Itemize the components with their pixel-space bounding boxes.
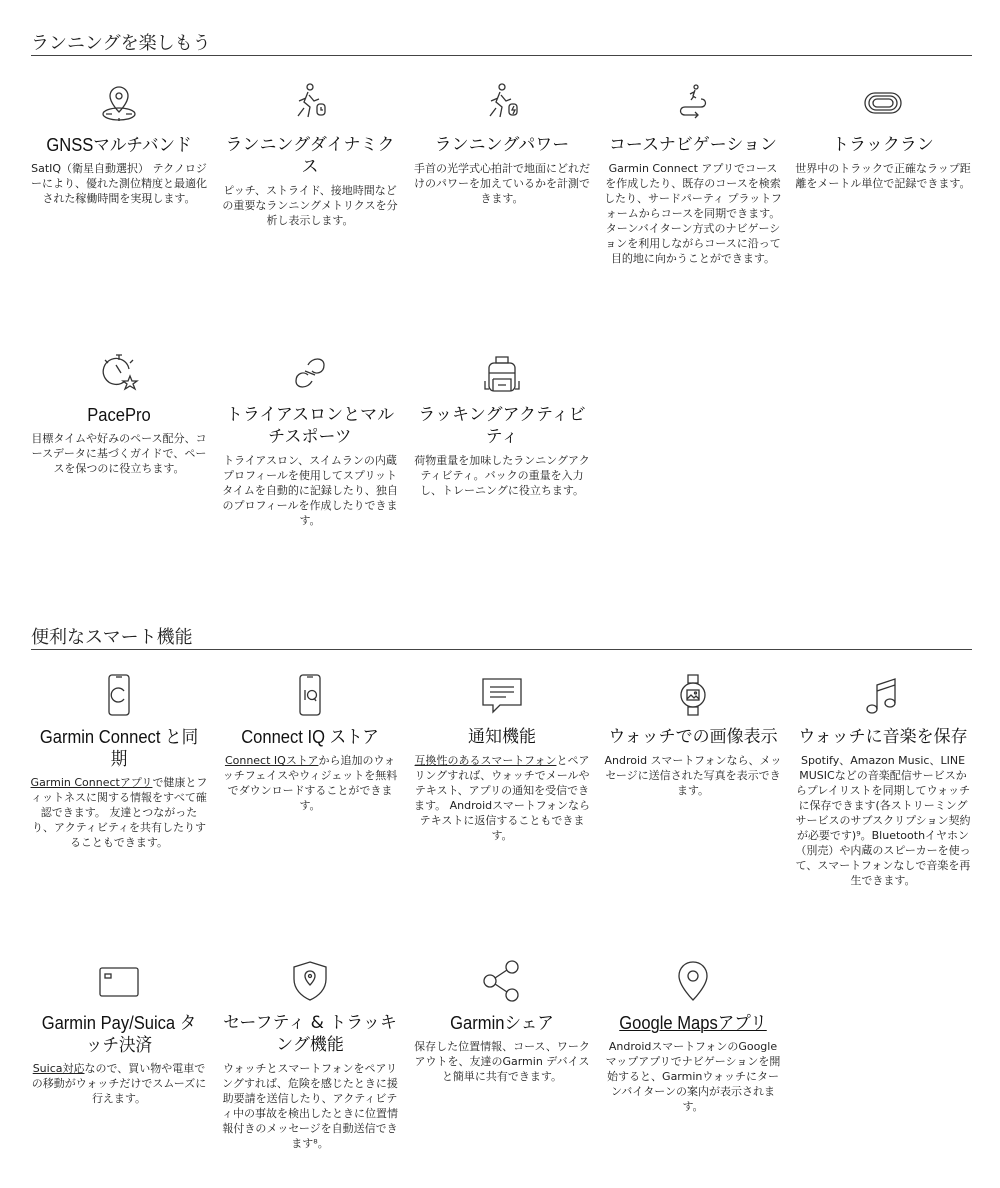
course-navigation-icon [604, 78, 782, 128]
feature-title: Garmin Connect と同期 [39, 727, 199, 769]
feature-desc: 荷物重量を加味したランニングアクティビティ。バックの重量を入力し、トレーニングに役立ちます。 [414, 454, 590, 497]
feature-desc [413, 753, 591, 843]
message-icon [413, 670, 591, 720]
feature-title: ラッキングアクティビティ [418, 405, 586, 447]
feature-desc: SatIQ（衛星自動選択） テクノロジーにより、優れた測位精度と最適化された稼働時間を実現します。 [31, 162, 207, 205]
feature-card-google-maps [604, 956, 782, 1114]
feature-title: トラックラン [832, 135, 934, 155]
feature-card-gnss [30, 78, 208, 206]
safety-shield-icon [221, 956, 399, 1006]
feature-desc: 手首の光学式心拍計で地面にどれだけのパワーを加えているかを計測できます。 [414, 162, 590, 205]
suica-link[interactable]: Suica対応 [32, 1062, 85, 1075]
feature-card-notifications [413, 670, 591, 843]
feature-desc: トライアスロン、スイムランの内蔵プロフィールを使用してスプリットタイムを自動的に記録したり、独自のプロフィールを作成したりできます。 [222, 454, 398, 527]
feature-title: ランニングダイナミクス [225, 135, 395, 177]
feature-desc: Android スマートフォンなら、メッセージに送信された写真を表示できます。 [604, 754, 782, 797]
location-pin-icon [30, 78, 208, 128]
track-icon [794, 78, 972, 128]
feature-card-garmin-connect [30, 670, 208, 850]
feature-desc-text: から追加のウォッチフェイスやウィジェットを無料でダウンロードすることができます。 [222, 754, 398, 812]
feature-desc [221, 753, 399, 813]
feature-desc: Spotify、Amazon Music、LINE MUSICなどの音楽配信サービスからプレイリストを同期してウォッチに保存できます(各ストリーミングサービスのサブスクリプション契約が必要です)⁹。Bluetoothイヤホン（別売）や内蔵のスピーカーを使って、スマートフォンなしで音楽を再生できます。 [795, 754, 971, 887]
share-icon [413, 956, 591, 1006]
runner-watch-icon [221, 78, 399, 128]
feature-card-garmin-pay [30, 956, 208, 1106]
music-note-icon [794, 670, 972, 720]
feature-desc-text: なので、買い物や電車での移動がウォッチだけでスムーズに行えます。 [31, 1062, 207, 1105]
phone-sync-icon [30, 670, 208, 720]
connect-iq-store-link[interactable]: Connect IQストア [224, 754, 319, 767]
feature-title: ランニングパワー [434, 135, 570, 155]
feature-card-triathlon [221, 348, 399, 528]
feature-card-running-power [413, 78, 591, 206]
feature-desc: ウォッチとスマートフォンをペアリングすれば、危険を感じたときに援助要請を送信したり、アクティビティ中の事故を検出したときに位置情報付きのメッセージを自動送信できます⁸。 [222, 1062, 398, 1150]
feature-card-music [794, 670, 972, 888]
backpack-icon [413, 348, 591, 398]
feature-card-pacepro [30, 348, 208, 476]
feature-card-connect-iq [221, 670, 399, 813]
feature-desc: AndroidスマートフォンのGoogleマップアプリでナビゲーションを開始すると、Garminウォッチにターンバイターンの案内が表示されます。 [605, 1040, 781, 1113]
feature-desc: Garmin Connect アプリでコースを作成したり、既存のコースを検索したり、サードパーティ プラットフォームからコースを同期できます。ターンバイターン方式のナビゲーションを利用しながらコースに沿って目的地に向かうことができます。 [604, 162, 782, 265]
triathlon-icon [221, 348, 399, 398]
feature-card-track-run [794, 78, 972, 191]
feature-card-running-dynamics [221, 78, 399, 228]
runner-power-icon [413, 78, 591, 128]
feature-desc-text: で健康とフィットネスに関する情報をすべて確認できます。 友達とつながったり、アクティビティを共有したりすることもできます。 [31, 776, 208, 849]
feature-title: コースナビゲーション [608, 135, 778, 155]
feature-title: ウォッチでの画像表示 [608, 727, 778, 747]
feature-title: GNSSマルチバンド [46, 135, 192, 155]
feature-card-safety [221, 956, 399, 1151]
feature-title: ウォッチに音楽を保存 [798, 727, 968, 747]
feature-title: PacePro [87, 405, 151, 425]
watch-image-icon [604, 670, 782, 720]
feature-title[interactable]: Google Mapsアプリ [619, 1013, 767, 1033]
google-maps-app-link[interactable] [611, 1012, 775, 1034]
payment-card-icon [30, 956, 208, 1006]
section-title-running: ランニングを楽しもう [31, 34, 972, 56]
feature-title: Garminシェア [450, 1013, 554, 1033]
feature-desc: 目標タイムや好みのペース配分、コースデータに基づくガイドで、ペースを保つのに役立ちます。 [31, 432, 207, 475]
stopwatch-star-icon [30, 348, 208, 398]
feature-card-watch-images [604, 670, 782, 798]
section-title-smart: 便利なスマート機能 [31, 628, 972, 650]
phone-iq-icon [221, 670, 399, 720]
feature-title: 通知機能 [468, 727, 536, 747]
feature-title: トライアスロンとマルチスポーツ [225, 405, 395, 447]
feature-card-rucking [413, 348, 591, 498]
feature-title: セーフティ & トラッキング機能 [223, 1013, 397, 1055]
feature-desc [30, 1061, 208, 1106]
map-pin-icon [604, 956, 782, 1006]
compatible-smartphone-link[interactable]: 互換性のあるスマートフォン [414, 754, 557, 767]
feature-desc: 保存した位置情報、コース、ワークアウトを、友達のGarmin デバイスと簡単に共有できます。 [414, 1040, 590, 1083]
feature-card-course-navigation [604, 78, 782, 266]
feature-desc: 世界中のトラックで正確なラップ距離をメートル単位で記録できます。 [795, 162, 971, 190]
garmin-connect-app-link[interactable]: Garmin Connectアプリ [30, 776, 153, 789]
feature-card-garmin-share [413, 956, 591, 1084]
feature-title: Connect IQ ストア [241, 727, 379, 747]
feature-title: Garmin Pay/Suica タッチ決済 [41, 1013, 197, 1055]
feature-desc [30, 775, 208, 850]
feature-desc-text: とペアリングすれば、ウォッチでメールやテキスト、アプリの通知を受信できます。 Androidスマートフォンならテキストに返信することもできます。 [413, 754, 591, 842]
feature-desc: ピッチ、ストライド、接地時間などの重要なランニングメトリクスを分析し表示します。 [222, 184, 398, 227]
